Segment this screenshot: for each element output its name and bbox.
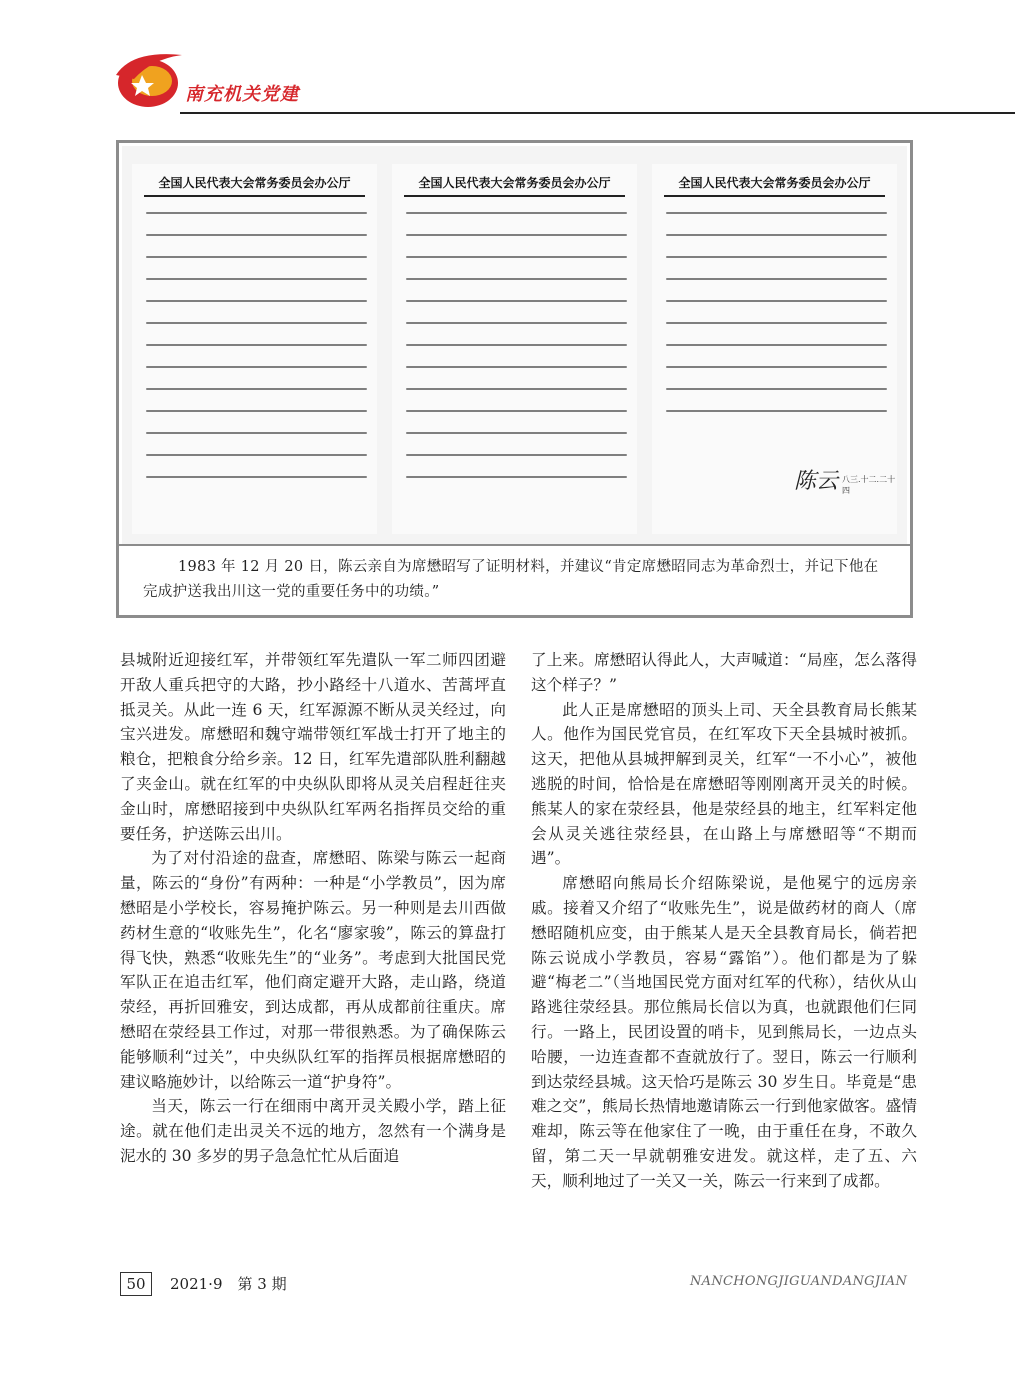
handwriting-lines — [406, 212, 627, 498]
paragraph: 为了对付沿途的盘查，席懋昭、陈梁与陈云一起商量，陈云的“身份”有两种：一种是“小学教员”，因为席懋昭是小学校长，容易掩护陈云。另一种则是去川西做药材生意的“收账先生”，化名“廖家骏”，陈云的算盘打得飞快，熟悉“收账先生”的“业务”。考虑到大批国民党军队正在追击红军，他们商定避开大路，走山路，绕道荥经，再折回雅安，到达成都，再从成都前往重庆。席懋昭在荥经县工作过，对那一带很熟悉。为了确保陈云能够顺利“过关”，中央纵队红军的指挥员根据席懋昭的建议略施妙计，以给陈云一道“护身符”。 — [120, 849, 506, 1091]
page-header — [0, 0, 1015, 130]
caption-divider — [119, 544, 910, 546]
paragraph: 此人正是席懋昭的顶头上司、天全县教育局长熊某人。他作为国民党官员，在红军攻下天全县城时被抓。这天，把他从县城押解到灵关，红军“一不小心”，被他逃脱的时间，恰恰是在席懋昭等刚刚离开灵关的时候。熊某人的家在荥经县，他是荥经县的地主，红军料定他会从灵关逃往荥经县，在山路上与席懋昭等“不期而遇”。 — [531, 700, 917, 868]
figure-caption: 1983 年 12 月 20 日，陈云亲自为席懋昭写了证明材料，并建议“肯定席懋昭同志为革命烈士，并记下他在完成护送我出川这一党的重要任务中的功绩。” — [143, 559, 879, 600]
page-footer — [0, 1270, 1015, 1310]
handwriting-lines — [666, 212, 887, 432]
scanned-letter-image — [122, 146, 907, 544]
party-logo-icon — [112, 45, 187, 113]
page-number: 50 — [120, 1272, 152, 1296]
paragraph: 了上来。席懋昭认得此人，大声喊道：“局座，怎么落得这个样子？” — [531, 651, 917, 694]
body-column-right — [531, 648, 917, 1194]
signature-date: 八三.十二.二十四 — [842, 475, 896, 495]
handwriting-lines — [146, 212, 367, 498]
letter-page-2 — [392, 164, 637, 534]
letterhead-rule — [664, 195, 885, 197]
letterhead-rule — [404, 195, 625, 197]
footer-latin-title: NANCHONGJIGUANDANGJIAN — [690, 1274, 908, 1289]
header-divider — [180, 112, 1015, 114]
paragraph: 当天，陈云一行在细雨中离开灵关殿小学，踏上征途。就在他们走出灵关不远的地方，忽然有一个满身是泥水的 30 多岁的男子急急忙忙从后面追 — [120, 1097, 506, 1165]
body-column-left — [120, 648, 506, 1169]
paragraph: 席懋昭向熊局长介绍陈梁说，是他冕宁的远房亲戚。接着又介绍了“收账先生”，说是做药材的商人（席懋昭随机应变，由于熊某人是天全县教育局长，倘若把陈云说成小学教员，容易“露馅”）。他们都是为了躲避“梅老二”（当地国民党方面对红军的代称），结伙从山路逃往荥经县。那位熊局长信以为真，也就跟他们仨同行。一路上，民团设置的哨卡，见到熊局长，一边点头哈腰，一边连查都不查就放行了。翌日，陈云一行顺利到达荥经县城。这天恰巧是陈云 30 岁生日。毕竟是“患难之交”，熊局长热情地邀请陈云一行到他家做客。盛情难却，陈云等在他家住了一晚，由于重任在身，不敢久留，第二天一早就朝雅安进发。就这样，走了五、六天，顺利地过了一关又一关，陈云一行来到了成都。 — [531, 874, 917, 1190]
document-figure — [116, 140, 913, 618]
letterhead: 全国人民代表大会常务委员会办公厅 — [678, 176, 871, 190]
letter-page-1 — [132, 164, 377, 534]
publication-name: 南充机关党建 — [185, 84, 299, 105]
paragraph: 县城附近迎接红军，并带领红军先遣队一军二师四团避开敌人重兵把守的大路，抄小路经十八道水、苦蒿坪直抵灵关。从此一连 6 天，红军源源不断从灵关经过，向宝兴进发。席懋昭和魏守端带领红军战士打开了地主的粮仓，把粮食分给乡亲。12 日，红军先遣部队胜利翻越了夹金山。就在红军的中央纵队即将从灵关启程赶往夹金山时，席懋昭接到中央纵队红军两名指挥员交给的重要任务，护送陈云出川。 — [120, 651, 506, 843]
letterhead: 全国人民代表大会常务委员会办公厅 — [158, 176, 351, 190]
issue-info: 2021·9 第 3 期 — [170, 1275, 287, 1293]
letter-page-3 — [652, 164, 897, 534]
letterhead-rule — [144, 195, 365, 197]
letterhead: 全国人民代表大会常务委员会办公厅 — [418, 176, 611, 190]
signature: 陈云 — [794, 469, 839, 494]
